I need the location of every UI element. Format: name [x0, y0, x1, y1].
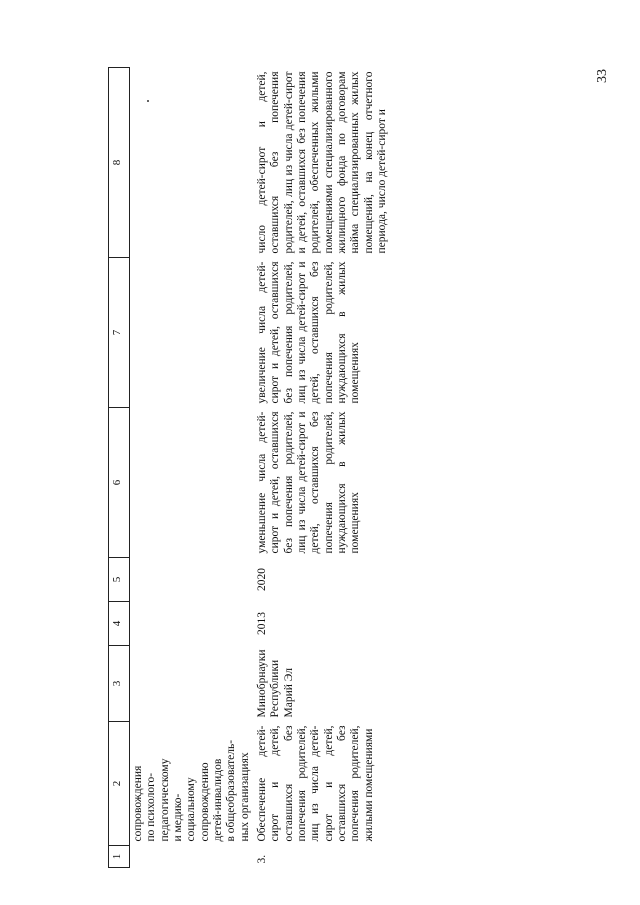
rotated-page-content — [108, 68, 568, 868]
column-header: 6 — [109, 408, 130, 558]
column-header: 5 — [109, 558, 130, 602]
column-header: 7 — [109, 258, 130, 408]
executor: Минобрнауки Республики Марий Эл — [255, 649, 295, 718]
measure-name: сопровождения по психолого- педагогическому и медико- социальному сопровождению детей-инвалидов в общеобразователь- ных организациях — [132, 739, 251, 842]
consequence — [130, 258, 254, 408]
measure-name: Обеспечение детей-сирот и детей, оставшихся без попечения родителей, лиц из числа детей-сирот и детей, оставшихся без попечения родителей, жилыми помещениями — [255, 725, 375, 842]
expected-result — [130, 408, 254, 558]
page-number: 33 — [595, 69, 610, 83]
indicator: число детей-сирот и детей, оставшихся без попечения родителей, лиц из числа детей-сирот и детей, оставшихся без попечения родителей, обеспеченных жилыми помещениями специализированного жилищного фонда по договорам найма специализированных жилых помещений, на конец отчетного периода, число детей-сирот и — [255, 71, 388, 254]
start-year — [130, 602, 254, 646]
column-header: 4 — [109, 602, 130, 646]
column-number-row — [109, 68, 130, 868]
column-header: 3 — [109, 646, 130, 722]
column-header: 8 — [109, 68, 130, 258]
end-year — [130, 558, 254, 602]
indicator — [130, 68, 254, 258]
column-header: 2 — [109, 722, 130, 846]
expected-result: уменьшение числа детей-сирот и детей, оставшихся без попечения родителей, лиц из числа детей-сирот и детей, оставшихся без попечения родителей, нуждающихся в жилых помещениях — [255, 411, 362, 554]
table-row — [254, 68, 391, 868]
row-number: 3. — [255, 854, 268, 864]
end-year: 2020 — [255, 568, 268, 591]
consequence: увеличение числа детей-сирот и детей, оставшихся без попечения родителей, лиц из числа детей-сирот и детей, оставшихся без попечения родителей, нуждающихся в жилых помещениях — [255, 261, 362, 404]
start-year: 2013 — [255, 612, 268, 635]
column-header: 1 — [109, 846, 130, 868]
table-row — [130, 68, 254, 868]
row-number — [130, 846, 254, 868]
executor — [130, 646, 254, 722]
program-measures-table — [108, 67, 391, 868]
